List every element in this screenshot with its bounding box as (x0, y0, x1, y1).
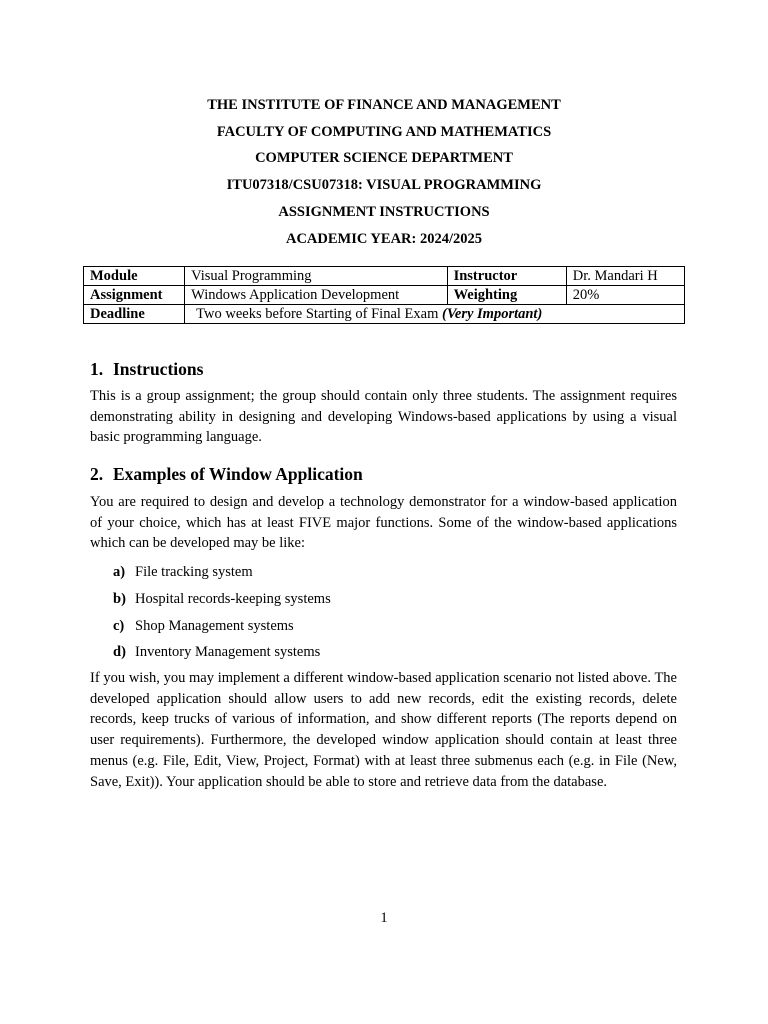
list-item (113, 614, 331, 641)
section-title: Examples of Window Application (113, 464, 363, 484)
section-heading (90, 358, 677, 380)
table-row (84, 305, 685, 324)
module-label: Module (84, 267, 185, 286)
faculty-name: FACULTY OF COMPUTING AND MATHEMATICS (216, 123, 552, 140)
instructor-value: Dr. Mandari H (566, 267, 684, 286)
list-item-text: File tracking system (135, 564, 253, 580)
section-heading (90, 463, 677, 485)
document-title: ASSIGNMENT INSTRUCTIONS (278, 203, 490, 220)
deadline-value: Two weeks before Starting of Final Exam (196, 306, 439, 322)
deadline-cell (185, 305, 685, 324)
table-row (84, 267, 685, 286)
paragraph: This is a group assignment; the group should contain only three students. The assignment requires demonstrating ability in designing and developing Windows-based applications by using a visual basic programming language. (90, 388, 677, 446)
module-value: Visual Programming (185, 267, 447, 286)
list-item (113, 640, 331, 667)
list-item (113, 587, 331, 614)
assignment-label: Assignment (84, 286, 185, 305)
paragraph: You are required to design and develop a technology demonstrator for a window-based application of your choice, which has at least FIVE major functions. Some of the window-based applications which can be developed may be like: (90, 494, 677, 552)
paragraph: If you wish, you may implement a different window-based application scenario not listed above. The developed application should allow users to add new records, edit the existing records, delete records, keep trucks of various of information, and show different reports (The reports depend on user requirements). Furthermore, the developed window application should contain at least three menus (e.g. File, Edit, View, Project, Format) with at least three submenus each (e.g. in File (New, Save, Exit)). Your application should be able to store and retrieve data from the database. (90, 670, 677, 790)
department-name: COMPUTER SCIENCE DEPARTMENT (255, 150, 513, 167)
list-marker: c) (113, 617, 125, 634)
weighting-label: Weighting (447, 286, 566, 305)
weighting-value: 20% (566, 286, 684, 305)
list-item-text: Inventory Management systems (135, 644, 321, 661)
page-number: 1 (380, 910, 388, 926)
list-item (113, 560, 331, 587)
table-row (84, 286, 685, 305)
examples-list (113, 560, 331, 667)
assignment-info-table (83, 266, 685, 324)
document-header (0, 92, 768, 252)
list-item-text: Shop Management systems (135, 617, 294, 634)
list-marker: d) (113, 644, 126, 661)
section-instructions (90, 358, 677, 380)
list-marker: b) (113, 590, 126, 607)
examples-intro (90, 492, 677, 554)
examples-details (90, 668, 677, 792)
institute-name: THE INSTITUTE OF FINANCE AND MANAGEMENT (207, 97, 561, 113)
deadline-note: (Very Important) (441, 306, 543, 322)
list-item-text: Hospital records-keeping systems (135, 590, 331, 607)
section-number: 1. (90, 359, 104, 379)
course-title: ITU07318/CSU07318: VISUAL PROGRAMMING (226, 177, 542, 194)
list-marker: a) (113, 564, 126, 580)
deadline-label: Deadline (84, 305, 185, 324)
section-examples (90, 463, 677, 485)
academic-year: ACADEMIC YEAR: 2024/2025 (285, 230, 482, 247)
section-title: Instructions (113, 359, 204, 379)
instructor-label: Instructor (447, 267, 566, 286)
assignment-value: Windows Application Development (185, 286, 447, 305)
instructions-body (90, 386, 677, 448)
section-number: 2. (90, 464, 104, 484)
